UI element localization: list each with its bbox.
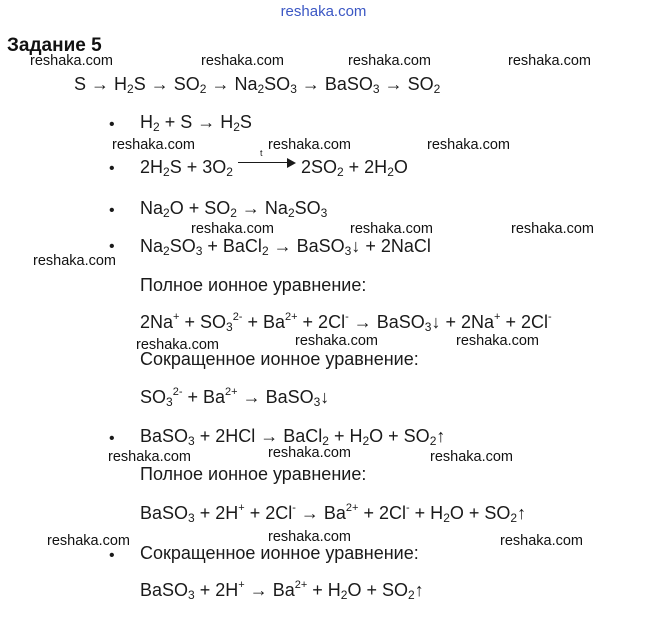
watermark: reshaka.com [511,221,595,237]
reaction-3: $Na_2O + SO_2 \to Na_2SO_3$ [140,198,328,220]
reaction-1: $H_2 + S \to H_2S$ [140,112,252,134]
watermark: reshaka.com [112,137,196,153]
reaction-4: $Na_2SO_3$ + BaCl$_2$ → BaSO$_3$↓ + 2NaCl [140,236,431,258]
watermark: reshaka.com [201,53,285,69]
bullet-3: • [109,202,115,219]
chain-so2-final: $SO_2$ [407,74,441,96]
transformation-chain: $S \to H_2S \to SO_2 \to Na_2SO_3$ → BaSO$_3$ → $SO_2$ [74,74,441,96]
chain-na2so3: $Na_2SO_3$ [234,74,297,96]
watermark: reshaka.com [136,337,220,353]
task-title: Задание 5 [7,35,102,56]
site-header-link[interactable]: reshaka.com [280,3,367,20]
chain-baso3: BaSO$_3$ [324,74,380,96]
chain-so2: $SO_2$ [173,74,207,96]
full-ionic-label-2: Полное ионное уравнение: [140,464,367,484]
watermark: reshaka.com [430,449,514,465]
watermark: reshaka.com [268,137,352,153]
chain-s: S [74,74,87,94]
watermark: reshaka.com [33,253,117,269]
watermark: reshaka.com [268,529,352,545]
watermark: reshaka.com [268,445,352,461]
watermark: reshaka.com [348,53,432,69]
bullet-2: • [109,160,115,177]
watermark: reshaka.com [456,333,540,349]
heat-arrow-icon [238,148,296,169]
bullet-5: • [109,430,115,447]
bullet-4: • [109,238,115,255]
watermark: reshaka.com [295,333,379,349]
reaction-5: BaSO$_3$ + 2HCl → BaCl$_2$ + $H_2O$ + $SO_2↑$ [140,426,446,448]
watermark: reshaka.com [500,533,584,549]
reaction-5-short-ionic: BaSO$_3$ + $2H^+ \to Ba^{2+} + H_2O$ + $SO_2↑$ [140,579,424,602]
full-ionic-label-1: Полное ионное уравнение: [140,275,367,295]
watermark: reshaka.com [191,221,275,237]
short-ionic-label-1: Сокращенное ионное уравнение: [140,349,419,369]
heat-mark: t [259,148,263,158]
bullet-1: • [109,116,115,133]
watermark: reshaka.com [350,221,434,237]
watermark: reshaka.com [47,533,131,549]
bullet-6: • [109,547,115,564]
reaction-2: $2H_2S + 3O_2$ t $2SO_2 + 2H_2O$ [140,148,408,179]
watermark: reshaka.com [108,449,192,465]
short-ionic-label-2: Сокращенное ионное уравнение: [140,543,419,563]
watermark: reshaka.com [508,53,592,69]
reaction-5-full-ionic: BaSO$_3$ + $2H^+ + 2Cl^- \to Ba^{2+} + 2Cl^- + H_2O$ + $SO_2↑$ [140,502,527,525]
watermark: reshaka.com [427,137,511,153]
watermark: reshaka.com [30,53,114,69]
chain-h2s: $H_2S$ [114,74,146,96]
reaction-4-full-ionic: $2Na^+ + SO_3^{2-} + Ba^{2+} + 2Cl^-$ → BaSO$_3$↓ + 2Na+ + 2Cl- [140,311,552,334]
reaction-4-short-ionic: $SO_3^{2-} + Ba^{2+}$ → BaSO$_3$↓ [140,386,330,409]
